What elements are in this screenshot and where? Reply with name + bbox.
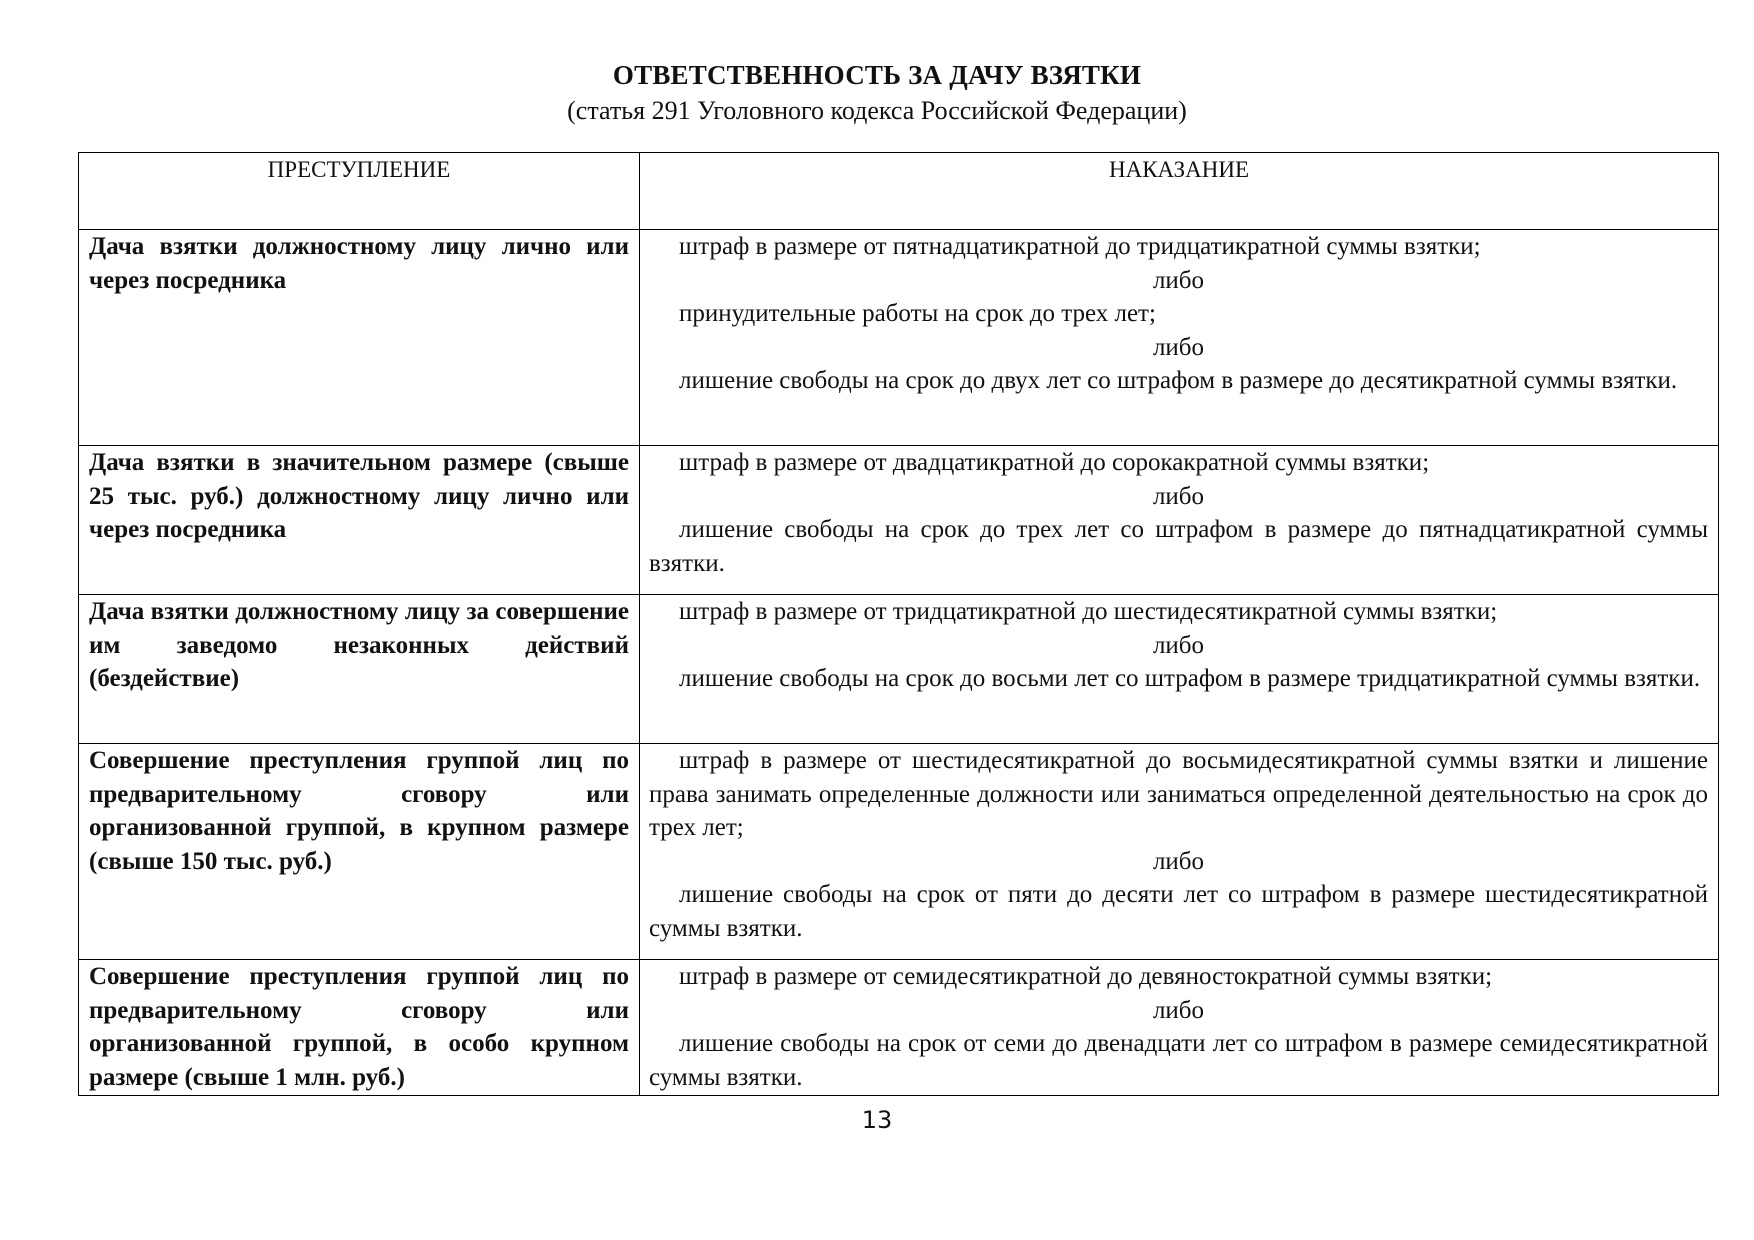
responsibility-table [78,152,1719,1096]
table-row [79,960,1719,1096]
crime-cell: Дача взятки должностному лицу лично или через посредника [79,230,640,446]
punishment-option: лишение свободы на срок от пяти до десяти лет со штрафом в размере шестидесятикратной суммы взятки. [649,881,1708,942]
page-number: 13 [861,1106,893,1134]
table-row [79,595,1719,744]
punishment-cell [640,960,1719,1096]
or-separator: либо [1152,847,1205,875]
punishment-option: штраф в размере от двадцатикратной до сорокакратной суммы взятки; [679,449,1430,476]
or-separator: либо [1152,631,1205,659]
punishment-cell [640,744,1719,960]
punishment-cell [640,230,1719,446]
header-crime: ПРЕСТУПЛЕНИЕ [79,153,640,230]
punishment-cell [640,595,1719,744]
table-header-row [79,153,1719,230]
punishment-cell [640,446,1719,595]
punishment-option: лишение свободы на срок от семи до двенадцати лет со штрафом в размере семидесятикратной суммы взятки. [649,1030,1708,1091]
punishment-option: лишение свободы на срок до двух лет со штрафом в размере до десятикратной суммы взятки. [679,367,1678,394]
or-separator: либо [1152,996,1205,1024]
page-subtitle: (статья 291 Уголовного кодекса Российской Федерации) [567,96,1187,125]
punishment-option: штраф в размере от шестидесятикратной до восьмидесятикратной суммы взятки и лишение права занимать определенные должности или заниматься определенной деятельностью на срок до трех лет; [649,747,1708,841]
punishment-option: штраф в размере от тридцатикратной до шестидесятикратной суммы взятки; [679,598,1498,625]
punishment-option: штраф в размере от семидесятикратной до девяностократной суммы взятки; [679,963,1493,990]
or-separator: либо [1152,266,1205,294]
table-row [79,230,1719,446]
page-title: ОТВЕТСТВЕННОСТЬ ЗА ДАЧУ ВЗЯТКИ [612,60,1142,90]
table-row [79,446,1719,595]
crime-cell: Совершение преступления группой лиц по предварительному сговору или организованной группой, в особо крупном размере (свыше 1 млн. руб.) [79,960,640,1096]
header-punishment: НАКАЗАНИЕ [640,153,1719,230]
punishment-option: лишение свободы на срок до восьми лет со штрафом в размере тридцатикратной суммы взятки. [679,665,1701,692]
crime-cell: Совершение преступления группой лиц по предварительному сговору или организованной группой, в крупном размере (свыше 150 тыс. руб.) [79,744,640,960]
table-row [79,744,1719,960]
or-separator: либо [1152,333,1205,361]
punishment-option: лишение свободы на срок до трех лет со штрафом в размере до пятнадцатикратной суммы взятки. [649,516,1708,577]
punishment-option: штраф в размере от пятнадцатикратной до тридцатикратной суммы взятки; [679,233,1481,260]
crime-cell: Дача взятки в значительном размере (свыше 25 тыс. руб.) должностному лицу лично или через посредника [79,446,640,595]
crime-cell: Дача взятки должностному лицу за совершение им заведомо незаконных действий (бездействие) [79,595,640,744]
punishment-option: принудительные работы на срок до трех лет; [679,300,1156,327]
or-separator: либо [1152,482,1205,510]
